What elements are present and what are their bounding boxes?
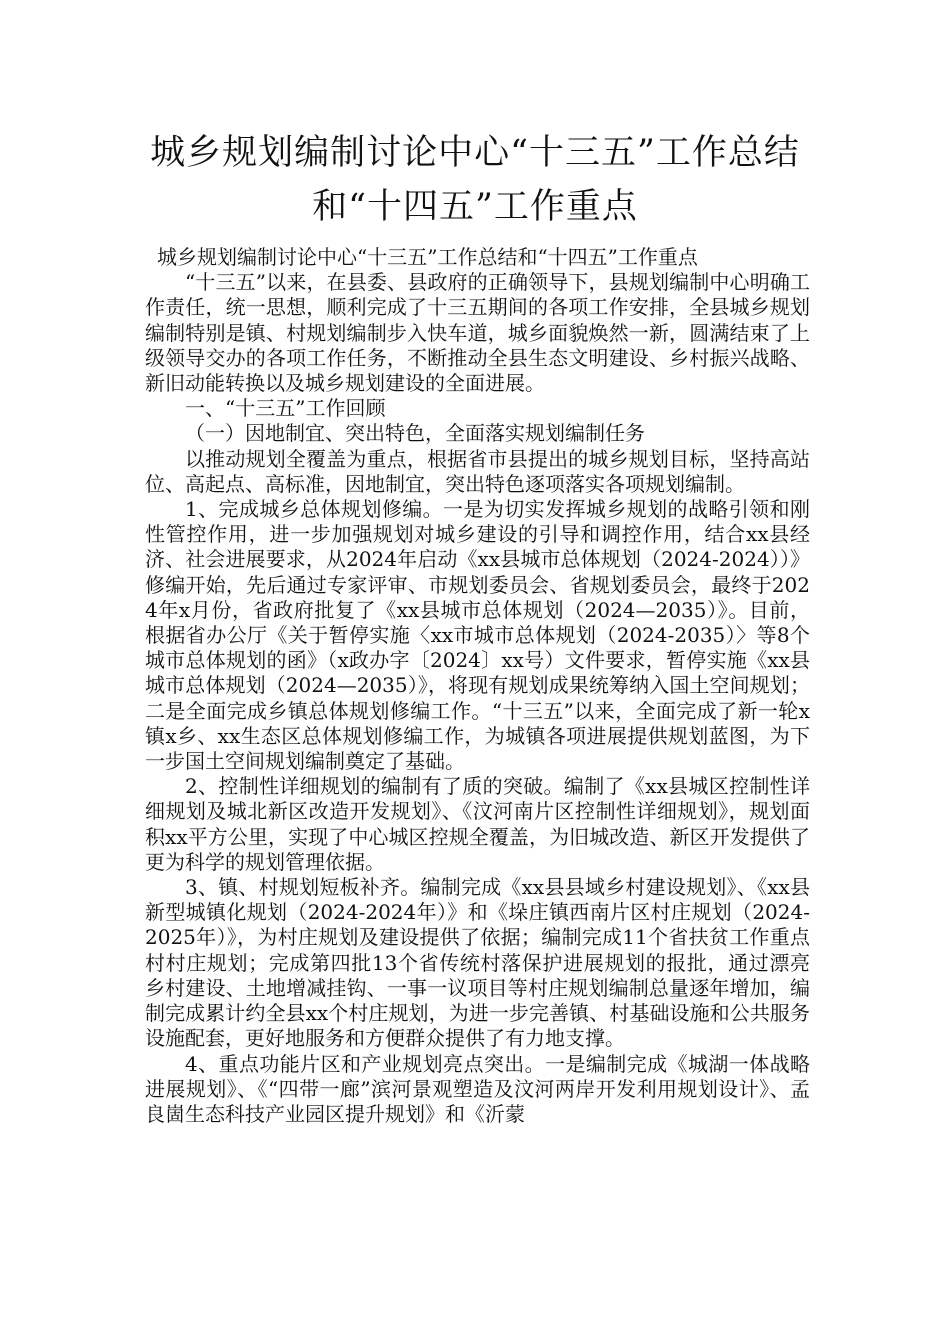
paragraph-item-1: 1、完成城乡总体规划修编。一是为切实发挥城乡规划的战略引领和刚性管控作用，进一步加强规划对城乡建设的引导和调控作用，结合xx县经济、社会进展要求，从2024年启动《xx县城市总体规划（2024-2024））》修编开始，先后通过专家评审、市规划委员会、省规划委员会，最终于2024年x月份，省政府批复了《xx县城市总体规划（2024—2035）》。目前，根据省办公厅《关于暂停实施〈xx市城市总体规划（2024-2035）〉等8个城市总体规划的函》（x政办字〔2024〕xx号）文件要求，暂停实施《xx县城市总体规划（2024—2035）》，将现有规划成果统筹纳入国土空间规划；二是全面完成乡镇总体规划修编工作。“十三五”以来，全面完成了新一轮x镇x乡、xx生态区总体规划修编工作，为城镇各项进展提供规划蓝图，为下一步国土空间规划编制奠定了基础。 (145, 497, 810, 774)
paragraph-item-2: 2、控制性详细规划的编制有了质的突破。编制了《xx县城区控制性详细规划及城北新区改造开发规划》、《汶河南片区控制性详细规划》，规划面积xx平方公里，实现了中心城区控规全覆盖，为旧城改造、新区开发提供了更为科学的规划管理依据。 (145, 774, 810, 874)
paragraph-item-3: 3、镇、村规划短板补齐。编制完成《xx县县域乡村建设规划》、《xx县新型城镇化规划（2024-2024年）》和《垛庄镇西南片区村庄规划（2024-2025年）》，为村庄规划及建设提供了依据；编制完成11个省扶贫工作重点村村庄规划；完成第四批13个省传统村落保护进展规划的报批，通过漂亮乡村建设、土地增减挂钩、一事一议项目等村庄规划编制总量逐年增加，编制完成累计约全县xx个村庄规划，为进一步完善镇、村基础设施和公共服务设施配套，更好地服务和方便群众提供了有力地支撑。 (145, 875, 810, 1051)
paragraph-overview: 以推动规划全覆盖为重点，根据省市县提出的城乡规划目标，坚持高站位、高起点、高标准，因地制宜，突出特色逐项落实各项规划编制。 (145, 446, 810, 496)
paragraph-intro: “十三五”以来，在县委、县政府的正确领导下，县规划编制中心明确工作责任，统一思想，顺利完成了十三五期间的各项工作安排，全县城乡规划编制特别是镇、村规划编制步入快车道，城乡面貌焕然一新，圆满结束了上级领导交办的各项工作任务，不断推动全县生态文明建设、乡村振兴战略、新旧动能转换以及城乡规划建设的全面进展。 (145, 270, 810, 396)
document-body (145, 245, 810, 1127)
document-title: 城乡规划编制讨论中心“十三五”工作总结和“十四五”工作重点 (150, 133, 800, 227)
section-heading-review: 一、“十三五”工作回顾 (185, 396, 386, 421)
paragraph-subtitle: 城乡规划编制讨论中心“十三五”工作总结和“十四五”工作重点 (157, 245, 698, 269)
paragraph-item-4: 4、重点功能片区和产业规划亮点突出。一是编制完成《城湖一体战略进展规划》、《“四带一廊”滨河景观塑造及汶河两岸开发利用规划设计》、孟良崮生态科技产业园区提升规划》和《沂蒙 (145, 1051, 810, 1126)
subsection-heading-1: （一）因地制宜、突出特色，全面落实规划编制任务 (185, 421, 645, 446)
